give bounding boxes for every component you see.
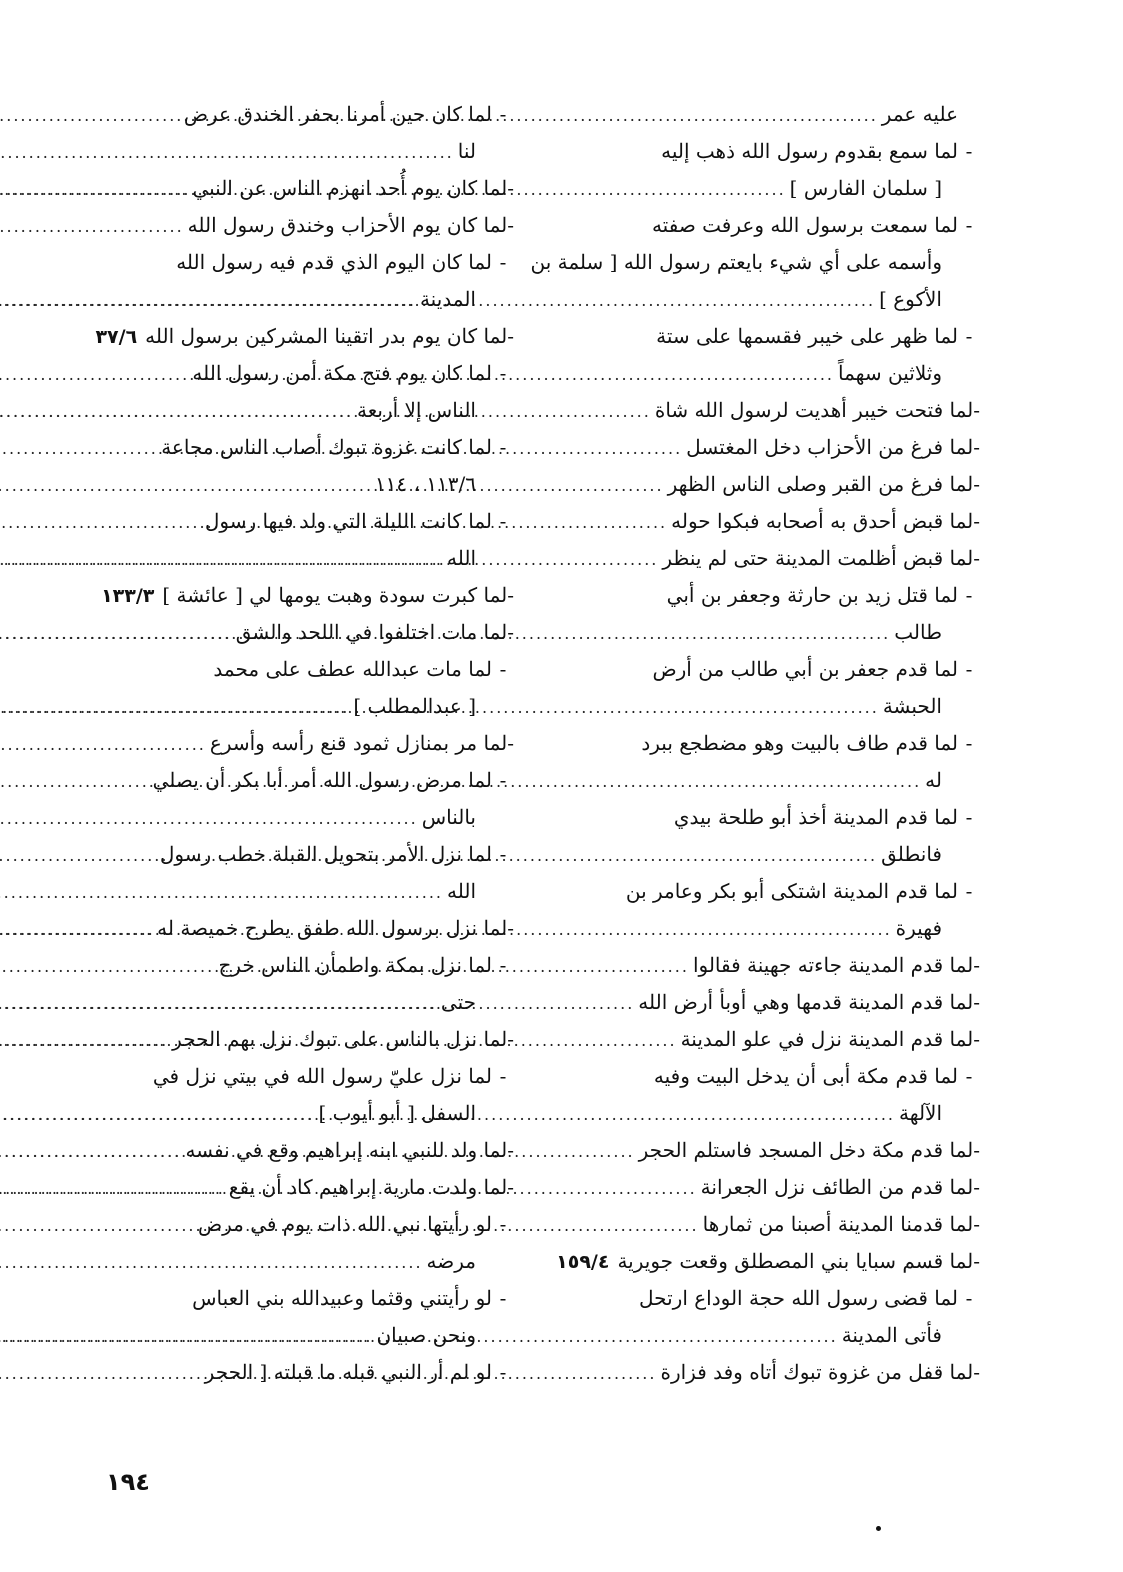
entry-dash: - (507, 1175, 514, 1199)
entry-text: لما كانت الليلة التي ولد فيها رسول (204, 509, 492, 533)
entry-line (104, 392, 514, 429)
entry-line (570, 910, 980, 947)
entry-line (570, 614, 980, 651)
entry-line (570, 281, 980, 318)
entry-line (570, 836, 980, 873)
leader-dots (0, 911, 153, 948)
entry-text: مرضه (426, 1249, 476, 1273)
entry-text: الأكوع ] (879, 287, 942, 311)
leader-dots (0, 393, 353, 430)
page-reference: ١٣٣/٣ (101, 585, 155, 607)
entry-dash: - (499, 361, 507, 385)
entry-line (570, 1206, 980, 1243)
entry-line (570, 1058, 980, 1095)
index-entry (104, 947, 514, 1021)
index-entry (104, 429, 514, 503)
entry-dash: - (507, 213, 514, 237)
entry-text: فانطلق (881, 842, 942, 866)
entry-dash: - (499, 250, 507, 274)
entry-text: لما نزل الأمر بتحويل القبلة خطب رسول (159, 842, 492, 866)
entry-text: لما فتحت خيبر أهديت لرسول الله شاة (654, 398, 974, 422)
index-entry (104, 1021, 514, 1058)
entry-text: لما قدم المدينة قدمها وهي أوبأ أرض الله (638, 990, 974, 1014)
entry-text: لما قدم المدينة جاءته جهينة فقالوا (692, 953, 974, 977)
entry-text: لما كان حين أمرنا بحفر الخندق عرض (183, 102, 492, 126)
entry-text: لما قفل من غزوة تبوك أتاه وفد فزارة (660, 1360, 974, 1384)
entry-dash: - (965, 583, 973, 607)
entry-line (570, 133, 980, 170)
entry-line (104, 762, 514, 799)
index-entry (104, 207, 514, 244)
entry-text: لما سمع بقدوم رسول الله ذهب إليه (661, 139, 958, 163)
entry-dash: - (965, 731, 973, 755)
entry-line (570, 762, 980, 799)
entry-line (556, 1243, 980, 1280)
entry-line (570, 1132, 980, 1169)
leader-dots (0, 134, 454, 171)
entry-dash: - (973, 1175, 980, 1199)
entry-dash: - (973, 1138, 980, 1162)
entry-line (570, 1280, 980, 1317)
entry-line (104, 281, 514, 318)
entry-line (570, 947, 980, 984)
entry-line (570, 799, 980, 836)
index-entry (104, 1169, 514, 1206)
index-entry (104, 1132, 514, 1169)
index-entry (570, 577, 980, 651)
index-entry (104, 244, 514, 318)
entry-line (104, 1280, 514, 1317)
index-entry (95, 318, 514, 355)
entry-line (104, 614, 514, 651)
entry-text: عليه عمر (881, 102, 958, 126)
entry-line (570, 651, 980, 688)
index-entry (570, 392, 980, 429)
entry-dash: - (965, 1064, 973, 1088)
entry-line (104, 836, 514, 873)
index-entry (570, 725, 980, 799)
entry-text: لما قبض أحدق به أصحابه فبكوا حوله (671, 509, 974, 533)
index-entry (104, 1058, 514, 1132)
entry-text: لما كبرت سودة وهبت يومها لي [ عائشة ] (162, 583, 508, 607)
entry-text: لما ولد للنبي ابنه إبراهيم وقع في نفسه (185, 1138, 508, 1162)
leader-dots (0, 1318, 372, 1355)
entry-dash: - (973, 1249, 980, 1273)
entry-text: الناس إلا أربعة (356, 398, 476, 422)
leader-dots (0, 208, 184, 245)
entry-text: المدينة (419, 287, 476, 311)
index-entry (101, 577, 514, 614)
entry-dash: - (499, 1286, 507, 1310)
entry-dash: - (973, 1027, 980, 1051)
entry-line (104, 799, 514, 836)
index-entry (104, 1206, 514, 1280)
entry-dash: - (965, 657, 973, 681)
entry-dash: - (507, 1027, 514, 1051)
entry-line (570, 429, 980, 466)
leader-dots (0, 615, 232, 652)
entry-text: السفل [ أبو أيوب ] (318, 1101, 476, 1125)
entry-text: لما قبض أظلمت المدينة حتى لم ينظر (662, 546, 974, 570)
entry-text: لما كان يوم أُحد انهزم الناس عن النبي (192, 176, 508, 200)
entry-text: لما كان يوم الأحزاب وخندق رسول الله (187, 213, 508, 237)
entry-line (104, 96, 514, 133)
index-entry (104, 1354, 514, 1391)
entry-dash: - (507, 1138, 514, 1162)
entry-line (570, 392, 980, 429)
entry-text: لما كانت غزوة تبوك أصاب الناس مجاعة (161, 435, 492, 459)
entry-line (570, 1021, 980, 1058)
entry-line (104, 1243, 514, 1280)
index-column-right (530, 96, 980, 1391)
entry-line (104, 133, 514, 170)
entry-text: [ سلمان الفارس ] (789, 176, 942, 200)
entry-text: لما قسم سبايا بني المصطلق وقعت جويرية (617, 1249, 974, 1273)
entry-text: لما قتل زيد بن حارثة وجعفر بن أبي (666, 583, 958, 607)
entry-text: فأتى المدينة (841, 1323, 942, 1347)
entry-line (570, 96, 980, 133)
entry-dash: - (965, 213, 973, 237)
index-entry (570, 540, 980, 577)
entry-dash: - (973, 435, 980, 459)
entry-dash: - (499, 435, 507, 459)
entry-line (104, 1058, 514, 1095)
entry-dash: - (965, 1286, 973, 1310)
leader-dots (0, 1133, 181, 1170)
entry-line (570, 1169, 980, 1206)
entry-dash: - (973, 953, 980, 977)
entry-dash: - (499, 953, 507, 977)
entry-line (570, 725, 980, 762)
index-entry (570, 651, 980, 725)
entry-text: لما فرغ من القبر وصلى الناس الظهر (667, 472, 974, 496)
entry-line (570, 466, 980, 503)
entry-dash: - (499, 657, 507, 681)
entry-text: وثلاثين سهماً (838, 361, 942, 385)
index-entry (570, 1169, 980, 1206)
leader-dots (0, 1170, 225, 1207)
page-reference: ٣٧/٦ (95, 326, 138, 348)
entry-dash: - (965, 879, 973, 903)
entry-line (104, 355, 514, 392)
entry-dash: - (499, 102, 507, 126)
leader-dots (0, 282, 416, 319)
leader-dots (0, 541, 443, 578)
entry-line (104, 1354, 514, 1391)
entry-line (570, 170, 980, 207)
entry-line (570, 207, 980, 244)
leader-dots (0, 985, 437, 1022)
entry-line (104, 503, 514, 540)
entry-line (104, 1132, 514, 1169)
index-entry (104, 355, 514, 429)
entry-line (104, 429, 514, 466)
entry-text: لو رأيتني وقثما وعبيدالله بني العباس (192, 1286, 492, 1310)
entry-text: لما قدم المدينة أخذ أبو طلحة بيدي (673, 805, 958, 829)
entry-text: فهيرة (895, 916, 942, 940)
leader-dots (0, 1096, 314, 1133)
entry-text: لما كان يوم بدر اتقينا المشركين برسول الله (145, 324, 508, 348)
entry-line (104, 910, 514, 947)
entry-dash: - (507, 916, 514, 940)
entry-line (570, 873, 980, 910)
entry-dash: - (973, 509, 980, 533)
entry-line (104, 984, 514, 1021)
index-entry (104, 614, 514, 651)
entry-text: لما قدم المدينة نزل في علو المدينة (680, 1027, 974, 1051)
entry-text: لما قدم المدينة اشتكى أبو بكر وعامر بن (625, 879, 958, 903)
entry-dash: - (507, 324, 514, 348)
entry-line (570, 318, 980, 355)
entry-line (530, 244, 980, 281)
index-entry (104, 503, 514, 577)
entry-text: لما نزل بمكة واطمأن الناس خرج (218, 953, 492, 977)
entry-line (570, 1354, 980, 1391)
entry-line (104, 651, 514, 688)
entry-line (95, 318, 514, 355)
entry-dash: - (973, 1212, 980, 1236)
entry-text: لما قدم طاف بالبيت وهو مضطجع ببرد (641, 731, 958, 755)
entry-line (104, 170, 514, 207)
entry-dash: - (973, 398, 980, 422)
index-entry (104, 96, 514, 170)
entry-dash: - (973, 990, 980, 1014)
entry-text: لما كان يوم فتح مكة أمن رسول الله (192, 361, 492, 385)
entry-text: لو رأيتها نبي الله ذات يوم في مرض (197, 1212, 492, 1236)
entry-text: لما مرض رسول الله أمر أبا بكر أن يصلي (152, 768, 492, 792)
entry-line (104, 244, 514, 281)
page-reference: ١٥٩/٤ (556, 1251, 610, 1273)
entry-line (104, 540, 514, 577)
entry-text: لما نزل بالناس على تبوك نزل بهم الحجر (172, 1027, 508, 1051)
entry-line (104, 207, 514, 244)
leader-dots (0, 689, 349, 726)
entry-line (104, 688, 514, 725)
index-entry (530, 207, 980, 318)
entry-text: لما قدم من الطائف نزل الجعرانة (700, 1175, 974, 1199)
print-dot (876, 1526, 881, 1531)
entry-line (104, 1169, 514, 1206)
index-entry (570, 318, 980, 392)
entry-line (570, 1317, 980, 1354)
entry-text: [ عبدالمطلب ] (353, 694, 476, 718)
entry-line (104, 1095, 514, 1132)
entry-text: لنا (457, 139, 476, 163)
index-entry (570, 799, 980, 873)
entry-text: حتى (440, 990, 476, 1014)
entry-text: بالناس (421, 805, 476, 829)
leader-dots (0, 171, 188, 208)
index-entry (104, 170, 514, 207)
index-entry (570, 1354, 980, 1391)
index-entry (570, 466, 980, 503)
entry-dash: - (507, 731, 514, 755)
index-entry (104, 651, 514, 725)
entry-dash: - (507, 176, 514, 200)
entry-line (104, 466, 514, 503)
entry-text: لما قدم مكة دخل المسجد فاستلم الحجر (638, 1138, 974, 1162)
index-entry (570, 429, 980, 466)
entry-line (570, 984, 980, 1021)
page-number: ١٩٤ (106, 1468, 150, 1496)
entry-line (570, 1095, 980, 1132)
entry-text: الحبشة (882, 694, 942, 718)
index-entry (104, 836, 514, 910)
entry-text: لما قدمنا المدينة أصبنا من ثمارها (702, 1212, 974, 1236)
entry-dash: - (965, 324, 973, 348)
leader-dots (0, 874, 443, 911)
index-entry (570, 873, 980, 947)
entry-dash: - (965, 139, 973, 163)
entry-line (104, 873, 514, 910)
entry-dash: - (507, 620, 514, 644)
entry-line (104, 947, 514, 984)
entry-line (104, 1021, 514, 1058)
entry-text: لما مات اختلفوا في اللحد والشق (235, 620, 508, 644)
entry-text: طالب (894, 620, 942, 644)
index-entry (104, 725, 514, 762)
entry-text: ١١٣/٦ ، ١١٤ (374, 472, 476, 496)
index-entry (570, 1280, 980, 1354)
index-entry (570, 96, 980, 133)
index-entry (556, 1243, 980, 1280)
entry-dash: - (499, 1212, 507, 1236)
entry-text: لما فرغ من الأحزاب دخل المغتسل (686, 435, 974, 459)
index-entry (570, 1206, 980, 1243)
entry-text: ونحن صبيان (376, 1323, 476, 1347)
entry-dash: - (965, 805, 973, 829)
entry-text: لما سمعت برسول الله وعرفت صفته (651, 213, 958, 237)
entry-text: له (925, 768, 942, 792)
entry-line (570, 540, 980, 577)
entry-text: الآلهة (899, 1101, 942, 1125)
entry-text: لما كان اليوم الذي قدم فيه رسول الله (176, 250, 492, 274)
index-entry (570, 1021, 980, 1058)
entry-text: وأسمه على أي شيء بايعتم رسول الله [ سلمة بن (530, 250, 942, 274)
entry-dash: - (973, 1360, 980, 1384)
entry-text: لما ولدت مارية إبراهيم كاد أن يقع (228, 1175, 508, 1199)
entry-line (104, 1317, 514, 1354)
leader-dots (0, 1022, 168, 1059)
entry-text: الله (447, 546, 476, 570)
entry-dash: - (499, 1064, 507, 1088)
entry-dash: - (499, 1360, 507, 1384)
leader-dots (0, 1244, 423, 1281)
entry-text: الله (447, 879, 476, 903)
index-column-left (95, 96, 514, 1391)
entry-text: لما نزل عليّ رسول الله في بيتي نزل في (152, 1064, 492, 1088)
index-entry (570, 1058, 980, 1132)
index-entry (570, 133, 980, 207)
entry-line (570, 577, 980, 614)
entry-line (104, 725, 514, 762)
index-entry (570, 984, 980, 1021)
entry-dash: - (499, 768, 507, 792)
entry-dash: - (973, 472, 980, 496)
entry-text: لما نزل برسول الله طفق يطرح خميصة له (157, 916, 508, 940)
index-entry (570, 1132, 980, 1169)
entry-text: لما ظهر على خيبر فقسمها على ستة (656, 324, 958, 348)
entry-line (570, 503, 980, 540)
entry-dash: - (507, 583, 514, 607)
entry-text: لما قدم مكة أبى أن يدخل البيت وفيه (653, 1064, 958, 1088)
index-entry (104, 762, 514, 836)
entry-line (570, 355, 980, 392)
entry-text: لما مات عبدالله عطف على محمد (213, 657, 492, 681)
entry-dash: - (499, 509, 507, 533)
entry-text: لما قدم جعفر بن أبي طالب من أرض (652, 657, 958, 681)
index-entry (570, 503, 980, 540)
index-entry (104, 910, 514, 947)
index-entry (570, 947, 980, 984)
entry-line (570, 688, 980, 725)
leader-dots (0, 800, 418, 837)
entry-line (104, 1206, 514, 1243)
entry-line (101, 577, 514, 614)
entry-text: لما قضى رسول الله حجة الوداع ارتحل (639, 1286, 958, 1310)
entry-text: لو لم أر النبي قبله ما قبلته [ الحجر (204, 1360, 492, 1384)
leader-dots (0, 726, 206, 763)
entry-text: لما مر بمنازل ثمود قنع رأسه وأسرع (209, 731, 508, 755)
index-entry (104, 1280, 514, 1354)
entry-dash: - (973, 546, 980, 570)
entry-dash: - (499, 842, 507, 866)
